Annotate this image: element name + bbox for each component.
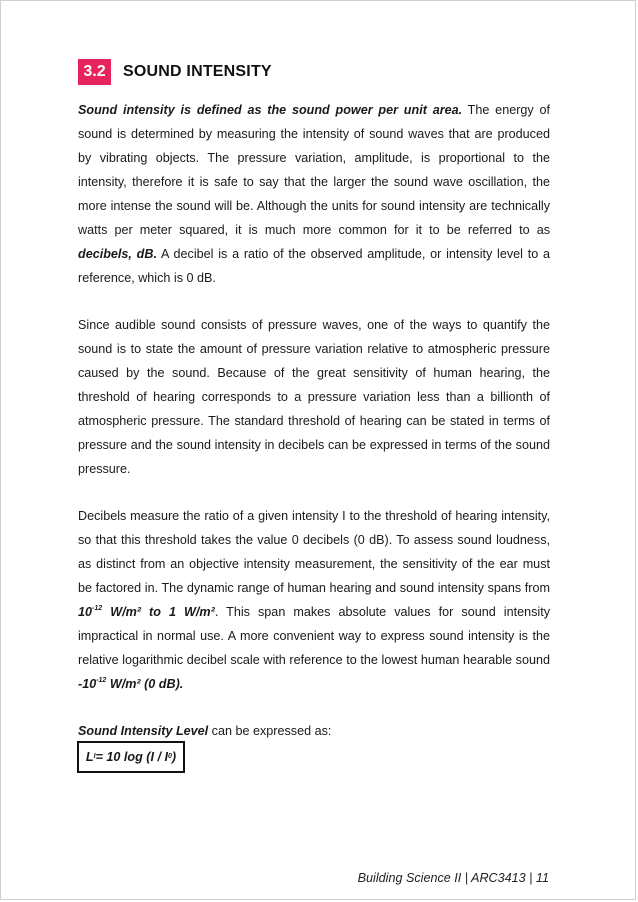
ref-base: -10	[78, 677, 97, 691]
section-heading	[78, 59, 272, 85]
formula-middle: = 10 log (I / I	[95, 750, 168, 764]
reference-intensity	[78, 677, 183, 691]
range-base: 10	[78, 605, 93, 619]
page-footer: Building Science II | ARC3413 | 11	[357, 871, 549, 885]
paragraph-sil-intro	[78, 719, 550, 743]
decibels-term: decibels, dB.	[78, 247, 157, 261]
paragraph-definition	[78, 98, 550, 290]
formula-l: L	[85, 750, 94, 764]
sil-term: Sound Intensity Level	[78, 724, 209, 738]
formula-end: )	[171, 750, 177, 764]
paragraph-decibels	[78, 504, 550, 696]
paragraph-text: can be expressed as:	[208, 724, 332, 738]
range-exponent: -12	[92, 605, 103, 612]
paragraph-text: Decibels measure the ratio of a given intensity I to the threshold of hearing intensity, so that this threshold takes the value 0 decibels (0 dB). To assess sound loudness, as distinct from an objective intensity measurement, the sensitivity of the ear must be factored in. The dynamic range of human hearing and sound intensity spans from	[78, 509, 550, 595]
body-text	[78, 98, 550, 766]
ref-rest: W/m² (0 dB).	[106, 677, 184, 691]
paragraph-pressure	[78, 313, 550, 481]
range-rest: W/m² to 1 W/m²	[102, 605, 215, 619]
section-title: SOUND INTENSITY	[123, 63, 272, 80]
ref-exponent: -12	[96, 677, 107, 684]
paragraph-text: . This span makes absolute values for sound intensity impractical in normal use. A more convenient way to express sound intensity is the relative logarithmic decibel scale with reference to the lowest human hearable sound	[78, 605, 550, 667]
section-number-badge: 3.2	[78, 59, 111, 85]
intensity-range	[78, 605, 215, 619]
paragraph-text: Since audible sound consists of pressure waves, one of the ways to quantify the sound is to state the amount of pressure variation relative to atmospheric pressure caused by the sound. Because of the great sensitivity of human hearing, the threshold of hearing corresponds to a pressure variation less than a billionth of atmospheric pressure. The standard threshold of hearing can be stated in terms of pressure and the sound intensity in decibels can be expressed in terms of the sound pressure.	[78, 318, 550, 476]
formula-box: L I = 10 log (I / I 0 )	[77, 741, 185, 773]
paragraph-text: A decibel is a ratio of the observed amplitude, or intensity level to a reference, which is 0 dB.	[78, 247, 551, 285]
definition-lead: Sound intensity is defined as the sound power per unit area.	[78, 103, 463, 117]
paragraph-text: The energy of sound is determined by measuring the intensity of sound waves that are produced by vibrating objects. The pressure variation, amplitude, is proportional to the intensity, therefore it is safe to say that the larger the sound wave oscillation, the more intense the sound will be. Although the units for sound intensity are technically watts per meter squared, it is much more common for it to be referred to as	[78, 103, 550, 237]
